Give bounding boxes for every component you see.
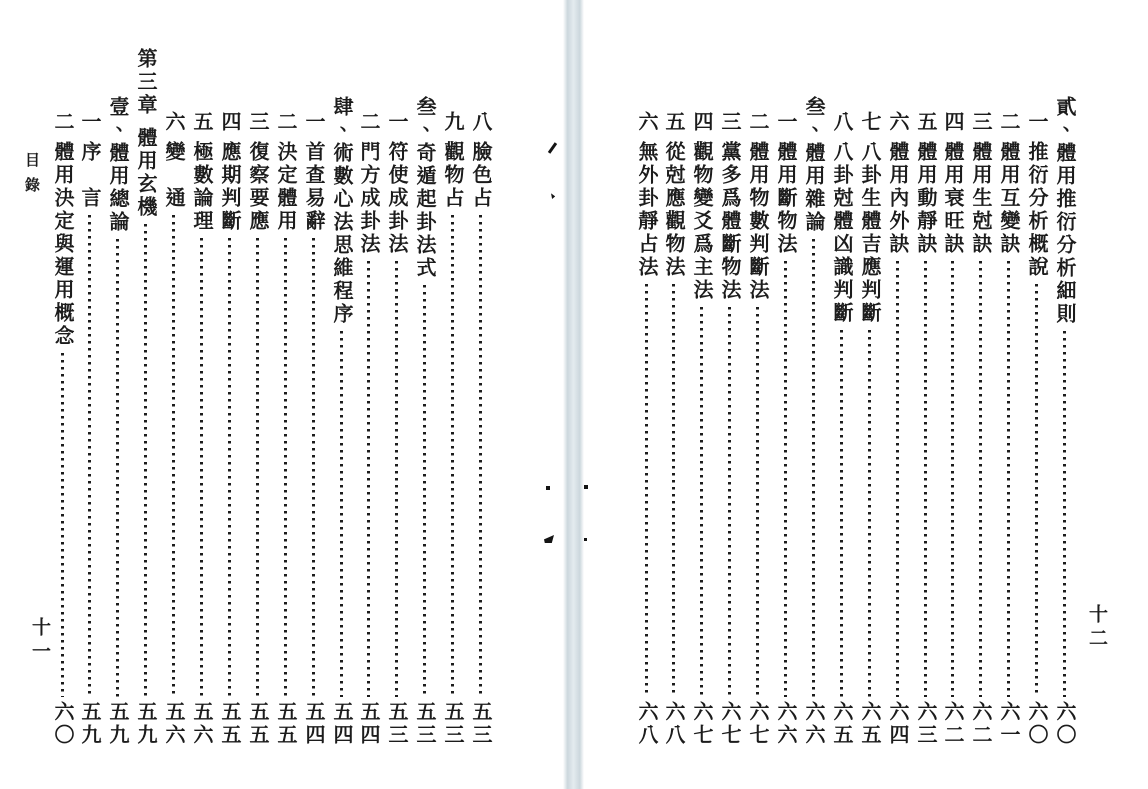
toc-entry: [772, 111, 798, 747]
toc-entry: [856, 111, 882, 747]
entry-title: 從尅應觀物法: [662, 141, 684, 279]
dotted-leader: [116, 239, 119, 697]
left-page: [0, 0, 564, 789]
toc-entry: [660, 111, 686, 747]
entry-prefix: 一: [774, 111, 796, 134]
dotted-leader: [423, 285, 426, 697]
toc-entry: [216, 111, 242, 747]
dotted-leader: [61, 353, 64, 697]
entry-page-number: 五九: [106, 701, 128, 747]
dotted-leader: [979, 261, 982, 697]
scan-speck: [546, 486, 550, 490]
entry-page-number: 五五: [246, 701, 268, 747]
entry-page-number: 六二: [969, 701, 991, 747]
entry-page-number: 六五: [830, 701, 852, 747]
entry-title: 臉色占: [469, 141, 491, 210]
entry-title: 觀物變爻爲主法: [690, 141, 712, 302]
dotted-leader: [88, 215, 91, 697]
toc-entry: [828, 111, 854, 747]
entry-title: 術數心法思維程序: [330, 142, 352, 326]
entry-title: 體用總論: [106, 142, 128, 234]
dotted-leader: [784, 261, 787, 697]
entry-title: 門方成卦法: [357, 141, 379, 256]
toc-entry: [995, 111, 1021, 747]
entry-prefix: 叁、: [413, 96, 435, 142]
dotted-leader: [228, 238, 231, 697]
entry-prefix: 三: [246, 111, 268, 134]
dotted-leader: [951, 261, 954, 697]
entry-page-number: 六〇: [51, 701, 73, 747]
entry-prefix: 二: [746, 111, 768, 134]
entry-prefix: 二: [274, 111, 296, 134]
entry-prefix: 五: [662, 111, 684, 134]
entry-title: 黨多爲體斷物法: [718, 141, 740, 302]
toc-entry: [132, 48, 158, 747]
dotted-leader: [896, 261, 899, 697]
right-folio-number: 十二: [1086, 604, 1107, 652]
dotted-leader: [812, 239, 815, 697]
entry-title: 體用雜論: [802, 142, 824, 234]
entry-page-number: 五三: [441, 701, 463, 747]
entry-page-number: 五四: [330, 701, 352, 747]
dotted-leader: [924, 261, 927, 697]
dotted-leader: [395, 261, 398, 697]
toc-entry: [328, 96, 354, 747]
entry-page-number: 五五: [218, 701, 240, 747]
entry-page-number: 六五: [858, 701, 880, 747]
entry-page-number: 六〇: [1053, 701, 1075, 747]
entry-page-number: 五三: [413, 701, 435, 747]
entry-title: 體用推衍分析細則: [1053, 142, 1075, 326]
dotted-leader: [672, 284, 675, 697]
entry-page-number: 五三: [385, 701, 407, 747]
toc-entry: [188, 111, 214, 747]
book-spine-gutter: [563, 0, 584, 789]
entry-title: 體用斷物法: [774, 141, 796, 256]
entry-prefix: 四: [941, 111, 963, 134]
entry-page-number: 六七: [746, 701, 768, 747]
entry-title: 體用衰旺訣: [941, 141, 963, 256]
entry-prefix: 叁、: [802, 96, 824, 142]
right-page: [584, 0, 1148, 789]
entry-prefix: 貳、: [1053, 96, 1075, 142]
toc-entry: [244, 111, 270, 747]
toc-entry: [1051, 96, 1077, 747]
entry-title: 奇遁起卦法式: [413, 142, 435, 280]
entry-page-number: 六〇: [1025, 701, 1047, 747]
dotted-leader: [840, 330, 843, 697]
toc-entry: [967, 111, 993, 747]
entry-prefix: 一: [1025, 111, 1047, 134]
entry-page-number: 六七: [718, 701, 740, 747]
entry-title: 體用互變訣: [997, 141, 1019, 256]
dotted-leader: [1035, 284, 1038, 697]
dotted-leader: [200, 238, 203, 697]
dotted-leader: [256, 238, 259, 697]
entry-prefix: 八: [830, 111, 852, 134]
toc-entry: [744, 111, 770, 747]
entry-title: 觀物占: [441, 141, 463, 210]
entry-page-number: 五四: [302, 701, 324, 747]
entry-prefix: 一: [302, 111, 324, 134]
dotted-leader: [367, 261, 370, 697]
entry-title: 體用生尅訣: [969, 141, 991, 256]
toc-entry: [633, 111, 659, 747]
entry-title: 應期判斷: [218, 141, 240, 233]
dotted-leader: [1007, 261, 1010, 697]
toc-entry: [800, 96, 826, 747]
dotted-leader: [144, 224, 147, 697]
toc-entry: [383, 111, 409, 747]
entry-page-number: 六二: [941, 701, 963, 747]
entry-title: 復察要應: [246, 141, 268, 233]
entry-prefix: 一: [78, 111, 100, 134]
toc-entry: [716, 111, 742, 747]
entry-page-number: 五五: [274, 701, 296, 747]
entry-page-number: 五六: [190, 701, 212, 747]
toc-entry: [104, 96, 130, 747]
entry-page-number: 六六: [802, 701, 824, 747]
entry-page-number: 五三: [469, 701, 491, 747]
entry-prefix: 三: [969, 111, 991, 134]
entry-prefix: 七: [858, 111, 880, 134]
entry-title: 體用內外訣: [886, 141, 908, 256]
entry-page-number: 六八: [635, 701, 657, 747]
entry-prefix: 二: [357, 111, 379, 134]
toc-entry: [884, 111, 910, 747]
entry-page-number: 五六: [162, 701, 184, 747]
entry-title: 推衍分析概說: [1025, 141, 1047, 279]
entry-prefix: 九: [441, 111, 463, 134]
entry-page-number: 六七: [690, 701, 712, 747]
toc-entry: [688, 111, 714, 747]
entry-prefix: 八: [469, 111, 491, 134]
toc-entry: [355, 111, 381, 747]
toc-entry: [76, 111, 102, 747]
dotted-leader: [700, 307, 703, 697]
entry-title: 八卦生體吉應判斷: [858, 141, 880, 325]
toc-entry: [439, 111, 465, 747]
toc-entry: [160, 111, 186, 747]
dotted-leader: [172, 215, 175, 697]
entry-title: 序 言: [78, 141, 100, 210]
entry-title: 首查易辭: [302, 141, 324, 233]
entry-page-number: 五四: [357, 701, 379, 747]
entry-title: 體用玄機: [134, 127, 156, 219]
entry-prefix: 肆、: [330, 96, 352, 142]
scan-speck: [584, 538, 587, 541]
toc-entry: [1023, 111, 1049, 747]
entry-prefix: 五: [914, 111, 936, 134]
dotted-leader: [868, 330, 871, 697]
entry-prefix: 五: [190, 111, 212, 134]
toc-entry: [411, 96, 437, 747]
entry-page-number: 六八: [662, 701, 684, 747]
entry-prefix: 第三章: [134, 48, 156, 117]
entry-page-number: 六一: [997, 701, 1019, 747]
dotted-leader: [1063, 331, 1066, 697]
entry-title: 極數論理: [190, 141, 212, 233]
entry-title: 決定體用: [274, 141, 296, 233]
entry-prefix: 一: [385, 111, 407, 134]
entry-title: 變 通: [162, 141, 184, 210]
toc-entry: [300, 111, 326, 747]
dotted-leader: [451, 215, 454, 697]
entry-page-number: 五九: [134, 701, 156, 747]
left-folio-number: 十一: [29, 617, 50, 665]
entry-prefix: 二: [51, 111, 73, 134]
toc-entry: [912, 111, 938, 747]
entry-prefix: 六: [162, 111, 184, 134]
dotted-leader: [756, 307, 759, 697]
dotted-leader: [340, 331, 343, 697]
dotted-leader: [479, 215, 482, 697]
entry-page-number: 六四: [886, 701, 908, 747]
entry-title: 八卦尅體凶識判斷: [830, 141, 852, 325]
entry-prefix: 六: [886, 111, 908, 134]
entry-page-number: 六六: [774, 701, 796, 747]
dotted-leader: [728, 307, 731, 697]
toc-entry: [272, 111, 298, 747]
toc-entry: [939, 111, 965, 747]
entry-prefix: 四: [218, 111, 240, 134]
entry-page-number: 五九: [78, 701, 100, 747]
toc-margin-label: 目錄: [23, 152, 39, 202]
entry-prefix: 六: [635, 111, 657, 134]
entry-prefix: 二: [997, 111, 1019, 134]
dotted-leader: [645, 284, 648, 697]
entry-title: 體用物數判斷法: [746, 141, 768, 302]
toc-entry: [467, 111, 493, 747]
entry-title: 無外卦靜占法: [635, 141, 657, 279]
entry-prefix: 三: [718, 111, 740, 134]
dotted-leader: [284, 238, 287, 697]
entry-prefix: 四: [690, 111, 712, 134]
entry-title: 體用決定與運用概念: [51, 141, 73, 348]
entry-title: 體用動靜訣: [914, 141, 936, 256]
entry-page-number: 六三: [914, 701, 936, 747]
entry-prefix: 壹、: [106, 96, 128, 142]
scan-speck: [584, 485, 588, 489]
entry-title: 符使成卦法: [385, 141, 407, 256]
dotted-leader: [312, 238, 315, 697]
